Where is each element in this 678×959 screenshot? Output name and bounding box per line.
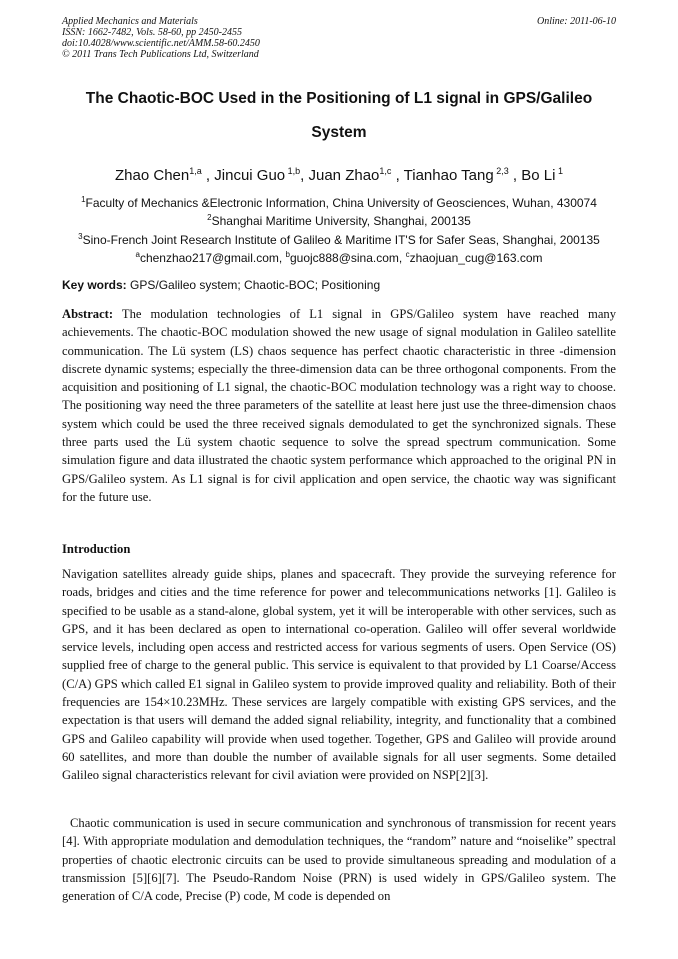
affiliation-text: Faculty of Mechanics &Electronic Information, China University of Geosciences, Wuhan, 430074 [85, 196, 597, 210]
keywords [62, 278, 616, 292]
author-name: Jincui Guo [214, 167, 286, 184]
journal-header [62, 16, 260, 60]
affiliation-mark: 3 [78, 232, 83, 241]
author-affiliation-mark: 1,c [379, 166, 392, 176]
keywords-label: Key words: [62, 278, 127, 292]
introduction-paragraph-2: Chaotic communication is used in secure communication and synchronous of transmission for recent years [4]. With appropriate modulation and demodulation techniques, the “random” nature and “noiselike” spectral properties of chaotic electronic circuits can be used to provide simultaneous spreading and modulation of a transmission [5][6][7]. The Pseudo-Random Noise (PRN) is used widely in GPS/Galileo system. The generation of C/A code, Precise (P) code, M code is depended on [62, 816, 616, 904]
author-separator: , [300, 167, 309, 184]
journal-name: Applied Mechanics and Materials [62, 16, 198, 27]
affiliation-1 [62, 195, 616, 210]
keywords-text: GPS/Galileo system; Chaotic-BOC; Positioning [126, 278, 381, 292]
online-date: Online: 2011-06-10 [537, 16, 616, 27]
affiliation-text: Shanghai Maritime University, Shanghai, 200135 [211, 214, 471, 228]
email-mark: c [405, 250, 410, 259]
paper-title: The Chaotic-BOC Used in the Positioning of L1 signal in GPS/Galileo [85, 90, 593, 107]
email-address: guojc888@sina.com, [289, 251, 406, 265]
author-emails [62, 250, 616, 265]
section-heading-introduction: Introduction [62, 542, 131, 556]
email-mark: a [135, 250, 140, 259]
author-affiliation-mark: 1 [555, 166, 563, 176]
email-mark: b [285, 250, 290, 259]
author-separator: , [391, 167, 404, 184]
affiliation-mark: 2 [207, 213, 212, 222]
author-name: Juan Zhao [308, 167, 380, 184]
author-name: Tianhao Tang [403, 167, 494, 184]
author-name: Bo Li [521, 167, 556, 184]
author-affiliation-mark: 2,3 [493, 166, 509, 176]
affiliation-text: Sino-French Joint Research Institute of Galileo & Maritime IT'S for Safer Seas, Shanghai, 200135 [82, 233, 600, 247]
author-separator: , [508, 167, 522, 184]
copyright-line: © 2011 Trans Tech Publications Ltd, Switzerland [62, 49, 259, 60]
email-address: chenzhao217@gmail.com, [139, 251, 286, 265]
affiliation-mark: 1 [81, 195, 86, 204]
author-name: Zhao Chen [115, 167, 190, 184]
introduction-paragraph-1: Navigation satellites already guide ships, planes and spacecraft. They provide the surveying reference for roads, bridges and cities and the time reference for power and telecommunications networks [1]. Galileo is specified to be usable as a stand-alone, global system, yet it will be interoperable with other services, such as GPS, and it has been declared as open to international co-operation. Galileo will offer several worldwide service levels, including open access and restricted access for various segments of users. Open Service (OS) supplied free of charge to the general public. This service is equivalent to that provided by L1 Coarse/Access (C/A) GPS which called E1 signal in Galileo system to provide improved quality and reliability. Both of their frequencies are 154×10.23MHz. These services are largely compatible with existing GPS services, and the expectation is that users will demand the added signal reliability, integrity, and functionality that a combined GPS and Galileo capability will provide when used together. Together, GPS and Galileo will provide around 60 satellites, and more than double the number of available signals for all user segments. Some detailed Galileo signal characteristics relevant for civil aviation were provided on NSP[2][3]. [62, 567, 616, 783]
issn-line: ISSN: 1662-7482, Vols. 58-60, pp 2450-2455 [62, 27, 242, 38]
affiliation-3 [62, 232, 616, 247]
author-list [62, 166, 616, 184]
author-affiliation-mark: 1,a [189, 166, 202, 176]
paper-title-continued: System [311, 124, 367, 141]
affiliation-2 [62, 213, 616, 228]
email-address: zhaojuan_cug@163.com [409, 251, 543, 265]
abstract-label: Abstract: [62, 307, 114, 321]
author-separator: , [201, 167, 215, 184]
abstract [62, 305, 616, 506]
author-affiliation-mark: 1,b [285, 166, 301, 176]
doi-line: doi:10.4028/www.scientific.net/AMM.58-60.2450 [62, 38, 260, 49]
abstract-text: The modulation technologies of L1 signal in GPS/Galileo system have reached many achievements. The chaotic-BOC modulation showed the new usage of signal modulation in Galileo satellite communication. The Lü system (LS) chaos sequence has perfect chaotic characteristic in three -dimension discrete dynamic systems; especially the three-dimension data can be three orthogonal components. From the acquisition and positioning of L1 signal, the chaotic-BOC modulation technology was a right way to choose. The positioning way need the three parameters of the satellite at least here just use the three-dimension chaos system which could be used the three received signals demodulated to get the synchronized signals. These three parts used the Lü system chaotic sequence to solve the spread spectrum communication. Some simulation figure and data illustrated the chaotic system performance which approached to the original PN in GPS/Galileo system. As L1 signal is for civil application and open service, the chaotic way was significant for the future use. [62, 307, 616, 504]
